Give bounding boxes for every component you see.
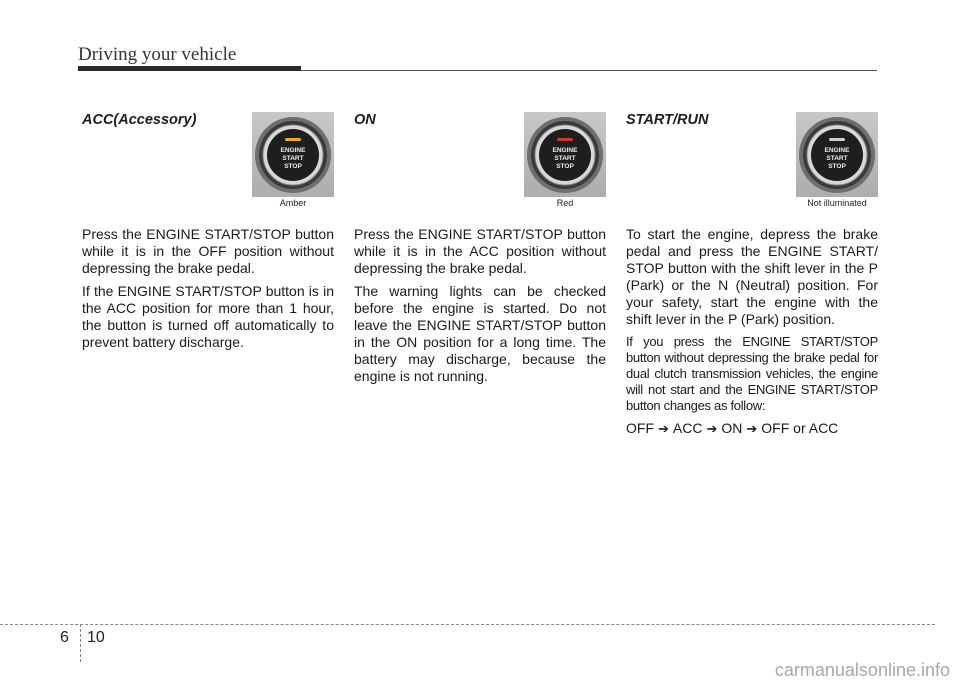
paragraph: To start the engine, depress the brake pedal and press the ENGINE START/ STOP button with the shift lever in the P (Park) or the N (Neutral) position. For your safety, start the engine with the shift lever in the P (Park) position. (626, 226, 878, 327)
footer-vertical-divider (80, 624, 81, 662)
paragraph: Press the ENGINE START/STOP button while it is in the OFF position without depressing the brake pedal. (82, 226, 334, 276)
state-off: OFF (626, 420, 654, 436)
header-title: Driving your vehicle (78, 44, 237, 65)
state-on: ON (721, 420, 743, 436)
button-text-1: ENGINE (552, 147, 578, 154)
page-chapter-number: 6 (60, 629, 69, 646)
indicator-light (829, 138, 845, 141)
paragraph: The warning lights can be checked before the engine is started. Do not leave the ENGINE START/STOP button in the ON position for a long time. The battery may discharge, because the engine is not running. (354, 283, 606, 384)
button-text-3: STOP (556, 163, 574, 170)
arrow-right-icon: ➔ (746, 421, 758, 436)
page-number: 10 (87, 629, 105, 646)
button-text-1: ENGINE (280, 147, 306, 154)
arrow-right-icon: ➔ (658, 421, 669, 436)
footer-divider (0, 624, 935, 625)
button-text-2: START (554, 155, 576, 162)
header-rule-thick (78, 66, 301, 71)
engine-button-image-off (796, 112, 878, 210)
arrow-right-icon: ➔ (706, 421, 718, 436)
section-body (82, 226, 334, 357)
paragraph: If the ENGINE START/STOP button is in the ACC position for more than 1 hour, the button is turned off automatically to prevent battery discharge. (82, 283, 334, 350)
button-text-3: STOP (828, 163, 846, 170)
indicator-light (557, 138, 573, 141)
indicator-light (285, 138, 301, 141)
section-title: START/RUN (626, 112, 709, 128)
state-off-or-acc: OFF or ACC (761, 420, 839, 436)
state-acc: ACC (672, 420, 703, 436)
state-sequence (626, 420, 878, 437)
section-title: ACC(Accessory) (82, 112, 197, 128)
watermark: carmanualsonline.info (774, 660, 950, 680)
engine-button-image-amber (252, 112, 334, 210)
section-body (354, 226, 606, 391)
paragraph: If you press the ENGINE START/STOP button without depressing the brake pedal for dual clutch transmission vehicles, the engine will not start and the ENGINE START/STOP button changes as follow: (626, 334, 878, 413)
engine-start-stop-icon (524, 112, 606, 197)
image-label: Red (524, 197, 606, 210)
section-body (626, 226, 878, 443)
button-text-2: START (282, 155, 304, 162)
engine-start-stop-icon (252, 112, 334, 197)
engine-start-stop-icon (796, 112, 878, 197)
header-rule-thin (301, 70, 877, 71)
image-label: Not illuminated (796, 197, 878, 210)
button-text-1: ENGINE (824, 147, 850, 154)
button-text-3: STOP (284, 163, 302, 170)
engine-button-image-red (524, 112, 606, 210)
image-label: Amber (252, 197, 334, 210)
paragraph: Press the ENGINE START/STOP button while it is in the ACC position without depressing the brake pedal. (354, 226, 606, 276)
section-title: ON (354, 112, 376, 128)
button-text-2: START (826, 155, 848, 162)
